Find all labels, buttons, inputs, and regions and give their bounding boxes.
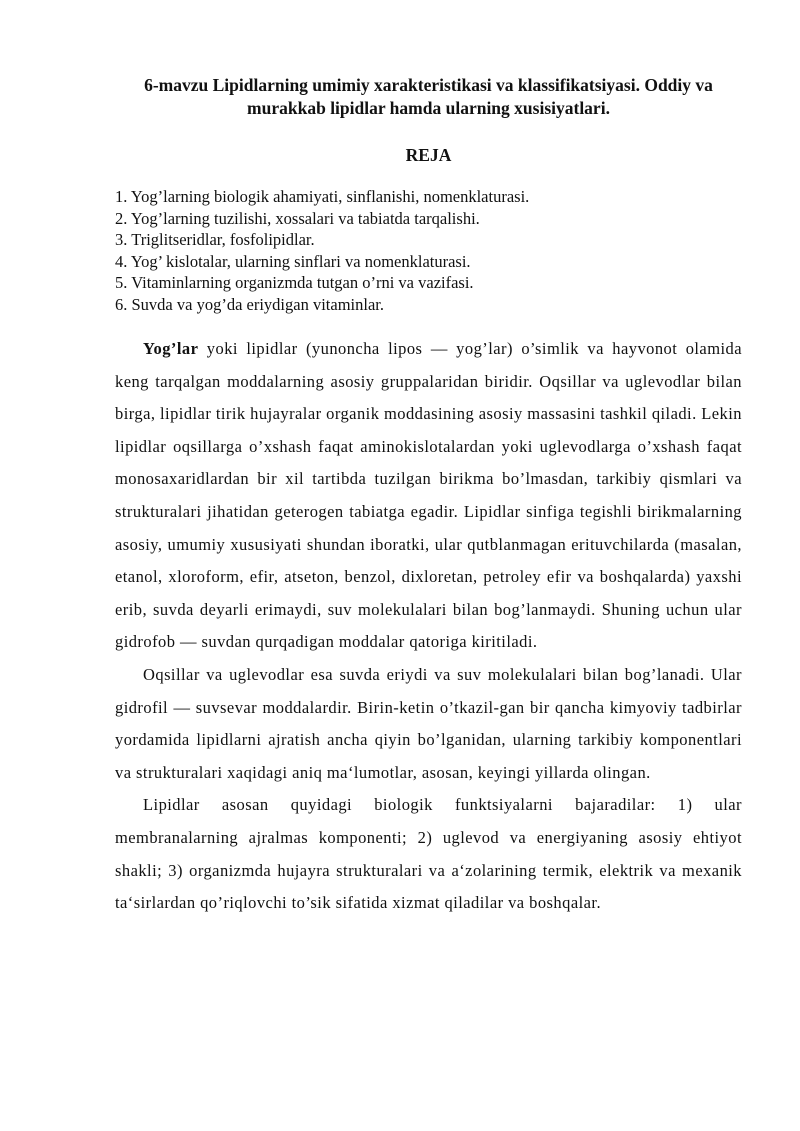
paragraph-lead-term: Yog’lar [143,339,199,358]
paragraph [115,789,742,919]
paragraph [115,333,742,659]
document-title: 6-mavzu Lipidlarning umimiy xarakteristikasi va klassifikatsiyasi. Oddiy va murakkab lipidlar hamda ularning xusisiyatlari. [144,75,713,118]
plan-item: 6. Suvda va yog’da eriydigan vitaminlar. [115,294,384,314]
plan-item: 5. Vitaminlarning organizmda tutgan o’rni va vazifasi. [115,273,474,292]
plan-item: 4. Yog’ kislotalar, ularning sinflari va nomenklaturasi. [115,251,471,271]
paragraph-text: yoki lipidlar (yunoncha lipos — yog’lar) o’simlik va hayvonot olamida keng tarqalgan moddalarning asosiy gruppalaridan biridir. Oqsillar va uglevodlar bilan birga, lipidlar tirik hujayralar organik moddasining asosiy massasini tashkil qiladi. Lekin lipidlar oqsillarga o’xshash faqat aminokislotalardan yoki uglevodlarga o’xshash faqat monosaxaridlardan bir xil tartibda tuzilgan birikma bo’lmasdan, tarkibiy qismlari va strukturalari jihatidan geterogen tabiatga egadir. Lipidlar sinfiga tegishli birikmalarning asosiy, umumiy xususiyati shundan iboratki, ular qutblanmagan erituvchilarda (masalan, etanol, xloroform, efir, atseton, benzol, dixloretan, petroley efir va boshqalarda) yaxshi erib, suvda deyarli erimaydi, suv molekulalari bilan bog’lanmaydi. Shuning uchun ular gidrofob — suvdan qurqadigan moddalar qatoriga kiritiladi. [115,339,742,652]
plan-item: 1. Yog’larning biologik ahamiyati, sinflanishi, nomenklaturasi. [115,187,530,206]
paragraph-text: Oqsillar va uglevodlar esa suvda eriydi va suv molekulalari bilan bog’lanadi. Ular gidrofil — suvsevar moddalardir. Birin-ketin o’tkazil-gan bir qancha kimyoviy tadbirlar yordamida lipidlarni ajratish ancha qiyin bo’lganidan, ularning tarkibiy komponentlari va strukturalari xaqidagi aniq ma‘lumotlar, asosan, keyingi yillarda olingan. [115,664,742,782]
document-page [115,74,742,920]
plan-heading: REJA [405,145,452,165]
plan-list [115,186,742,315]
plan-item: 2. Yog’larning tuzilishi, xossalari va tabiatda tarqalishi. [115,208,480,228]
body-text [115,333,742,920]
paragraph [115,659,742,789]
paragraph-text: Lipidlar asosan quyidagi biologik funktsiyalarni bajaradilar: 1) ular membranalarning ajralmas komponenti; 2) uglevod va energiyaning asosiy ehtiyot shakli; 3) organizmda hujayra strukturalari va a‘zolarining termik, elektrik va mexanik ta‘sirlardan qo’riqlovchi to’sik sifatida xizmat qiladilar va boshqalar. [115,795,742,913]
plan-item: 3. Triglitseridlar, fosfolipidlar. [115,230,315,249]
